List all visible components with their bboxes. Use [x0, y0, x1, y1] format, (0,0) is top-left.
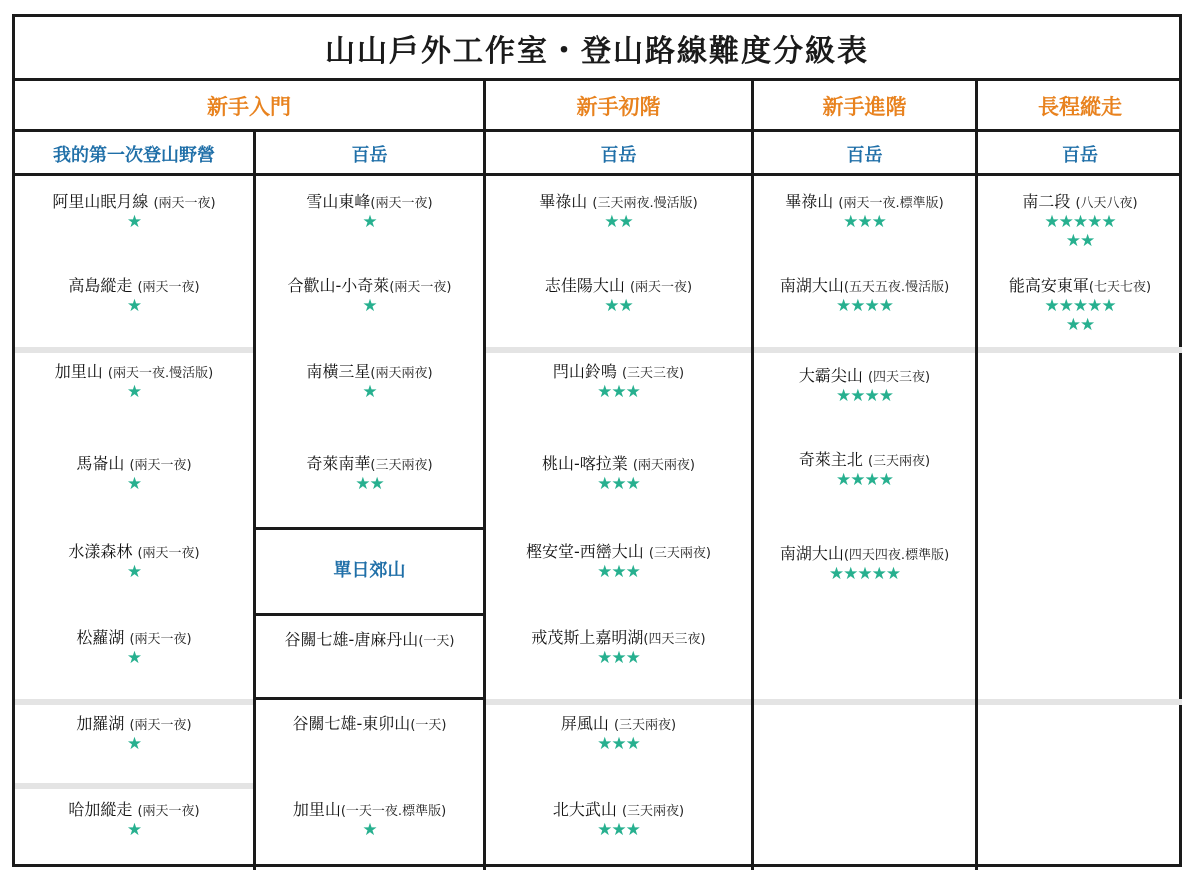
- route-item: [486, 359, 751, 401]
- difficulty-stars: ★: [126, 562, 142, 582]
- route-days: (三天兩夜): [370, 458, 433, 473]
- route-item: [15, 539, 253, 581]
- route-name: 屏風山: [560, 714, 609, 733]
- route-name: 加里山: [54, 362, 103, 381]
- difficulty-stars: ★: [126, 820, 142, 840]
- route-item: [754, 363, 975, 405]
- route-name: 馬崙山: [76, 454, 125, 473]
- route-item: [256, 627, 483, 652]
- route-days: (兩天一夜): [629, 280, 693, 295]
- route-name: 北大武山: [552, 800, 617, 819]
- route-days: (兩天一夜): [370, 196, 433, 211]
- difficulty-stars: ★★★★★: [828, 564, 901, 584]
- route-days: (四天四夜.標準版): [843, 548, 950, 563]
- route-item: [754, 273, 975, 315]
- route-item: [978, 273, 1182, 334]
- difficulty-stars: ★★★★★: [1044, 296, 1116, 316]
- difficulty-table: [12, 14, 1182, 867]
- category-long-traverse: 長程縱走: [1038, 95, 1122, 119]
- difficulty-stars: ★★★★★: [1044, 212, 1116, 232]
- difficulty-stars: ★: [362, 820, 377, 840]
- route-days: (四天三夜): [643, 632, 706, 647]
- difficulty-stars: ★: [362, 296, 377, 316]
- route-item: [256, 189, 483, 231]
- route-item: [486, 189, 751, 231]
- subheader-baiyue-3: 百岳: [846, 145, 883, 166]
- route-item: [486, 711, 751, 753]
- subheader-baiyue-1: 百岳: [351, 145, 388, 166]
- difficulty-stars: ★★★: [597, 562, 640, 582]
- route-days: (七天七夜): [1088, 280, 1152, 295]
- route-name: 桃山-喀拉業: [541, 454, 628, 473]
- route-item: [978, 189, 1182, 250]
- route-name: 畢祿山: [539, 192, 588, 211]
- route-name: 南橫三星: [306, 362, 371, 381]
- subheader-baiyue-4: 百岳: [1062, 145, 1098, 166]
- route-days: (三天兩夜): [648, 546, 712, 561]
- route-days: (兩天一夜): [129, 458, 192, 473]
- route-item: [15, 797, 253, 839]
- difficulty-stars: ★★★★: [836, 386, 893, 406]
- difficulty-stars: ★: [362, 382, 377, 402]
- route-days: (兩天一夜): [129, 718, 192, 733]
- difficulty-stars: ★★★: [597, 820, 640, 840]
- route-name: 大霸尖山: [798, 366, 863, 385]
- difficulty-stars: ★: [126, 382, 142, 402]
- difficulty-stars: ★★: [355, 474, 384, 494]
- category-beginner-basic: 新手初階: [576, 95, 661, 119]
- route-name: 閂山鈴鳴: [552, 362, 617, 381]
- route-days: (三天兩夜): [621, 804, 685, 819]
- route-days: (三天兩夜.慢活版): [592, 196, 698, 211]
- route-name: 松蘿湖: [76, 628, 125, 647]
- route-days: (一天): [418, 634, 455, 649]
- table-title: 山山戶外工作室・登山路線難度分級表: [15, 17, 1179, 81]
- difficulty-stars-extra: ★★: [1065, 315, 1095, 335]
- difficulty-stars: ★★★: [597, 474, 640, 494]
- route-name: 能高安東軍: [1008, 276, 1089, 295]
- route-name: 水漾森林: [68, 542, 133, 561]
- subheader-baiyue-2: 百岳: [600, 145, 637, 166]
- route-name: 戒茂斯上嘉明湖: [531, 628, 644, 647]
- route-name: 樫安堂-西巒大山: [525, 542, 644, 561]
- route-item: [754, 541, 975, 583]
- difficulty-stars: ★★: [604, 296, 633, 316]
- route-item: [15, 359, 253, 401]
- column-baiyue-entry: [256, 177, 483, 867]
- route-name: 阿里山眠月線: [52, 192, 149, 211]
- difficulty-stars-extra: ★★: [1065, 231, 1095, 251]
- route-days: (一天): [410, 718, 447, 733]
- route-name: 南二段: [1022, 192, 1071, 211]
- difficulty-stars: ★: [362, 212, 377, 232]
- route-item: [256, 711, 483, 736]
- route-item: [256, 797, 483, 839]
- difficulty-stars: ★★★: [597, 648, 640, 668]
- route-days: (兩天一夜): [137, 280, 200, 295]
- route-days: (四天三夜): [867, 370, 931, 385]
- route-days: (三天兩夜): [867, 454, 931, 469]
- category-beginner-advanced: 新手進階: [822, 95, 907, 119]
- difficulty-stars: ★★★★: [836, 470, 893, 490]
- route-days: (兩天一夜): [129, 632, 192, 647]
- route-days: (兩天一夜.標準版): [838, 196, 944, 211]
- route-name: 高島縱走: [68, 276, 133, 295]
- route-item: [486, 539, 751, 581]
- route-days: (兩天一夜): [389, 280, 452, 295]
- difficulty-stars: ★: [126, 734, 142, 754]
- route-item: [15, 189, 253, 231]
- route-days: (兩天一夜): [153, 196, 216, 211]
- route-item: [754, 447, 975, 489]
- route-name: 南湖大山: [779, 276, 844, 295]
- difficulty-stars: ★: [126, 212, 142, 232]
- route-name: 加里山: [292, 800, 341, 819]
- route-name: 加羅湖: [76, 714, 125, 733]
- route-item: [486, 797, 751, 839]
- route-item: [486, 625, 751, 667]
- route-item: [486, 451, 751, 493]
- route-item: [15, 711, 253, 753]
- difficulty-stars: ★★★: [597, 382, 640, 402]
- difficulty-stars: ★★★: [843, 212, 886, 232]
- difficulty-stars: ★: [126, 474, 142, 494]
- route-name: 哈加縱走: [68, 800, 133, 819]
- route-days: (一天一夜.標準版): [340, 804, 447, 819]
- route-days: (三天三夜): [621, 366, 685, 381]
- route-days: (三天兩夜): [613, 718, 677, 733]
- route-name: 谷關七雄-唐麻丹山: [284, 630, 419, 649]
- route-item: [256, 273, 483, 315]
- route-item: [754, 189, 975, 231]
- route-name: 南湖大山: [779, 544, 844, 563]
- route-name: 合歡山-小奇萊: [287, 276, 390, 295]
- route-days: (兩天一夜.慢活版): [107, 366, 214, 381]
- route-days: (兩天一夜): [137, 546, 200, 561]
- column-baiyue-advanced: [754, 177, 975, 867]
- route-item: [15, 451, 253, 493]
- difficulty-stars: ★: [126, 648, 142, 668]
- difficulty-stars: ★★★★: [836, 296, 893, 316]
- subheader-first-camping: 我的第一次登山野營: [53, 145, 215, 166]
- route-item: [256, 359, 483, 401]
- route-days: (兩天兩夜): [370, 366, 433, 381]
- route-item: [15, 625, 253, 667]
- route-item: [15, 273, 253, 315]
- column-baiyue-basic: [486, 177, 751, 867]
- route-days: (兩天兩夜): [632, 458, 696, 473]
- difficulty-stars: ★★★: [597, 734, 640, 754]
- route-name: 谷關七雄-東卯山: [292, 714, 411, 733]
- route-days: (五天五夜.慢活版): [843, 280, 950, 295]
- difficulty-stars: ★: [126, 296, 142, 316]
- category-beginner-entry: 新手入門: [207, 95, 291, 119]
- route-item: [486, 273, 751, 315]
- route-days: (八天八夜): [1075, 196, 1138, 211]
- column-long-traverse: [978, 177, 1182, 867]
- route-name: 志佳陽大山: [544, 276, 625, 295]
- route-item: [256, 451, 483, 493]
- route-name: 奇萊南華: [306, 454, 371, 473]
- difficulty-stars: ★★: [604, 212, 633, 232]
- route-name: 畢祿山: [785, 192, 834, 211]
- route-name: 奇萊主北: [798, 450, 863, 469]
- route-days: (兩天一夜): [137, 804, 200, 819]
- route-name: 雪山東峰: [306, 192, 371, 211]
- column-first-camping: [15, 177, 253, 867]
- subheader-day-hike: 單日郊山: [333, 560, 406, 581]
